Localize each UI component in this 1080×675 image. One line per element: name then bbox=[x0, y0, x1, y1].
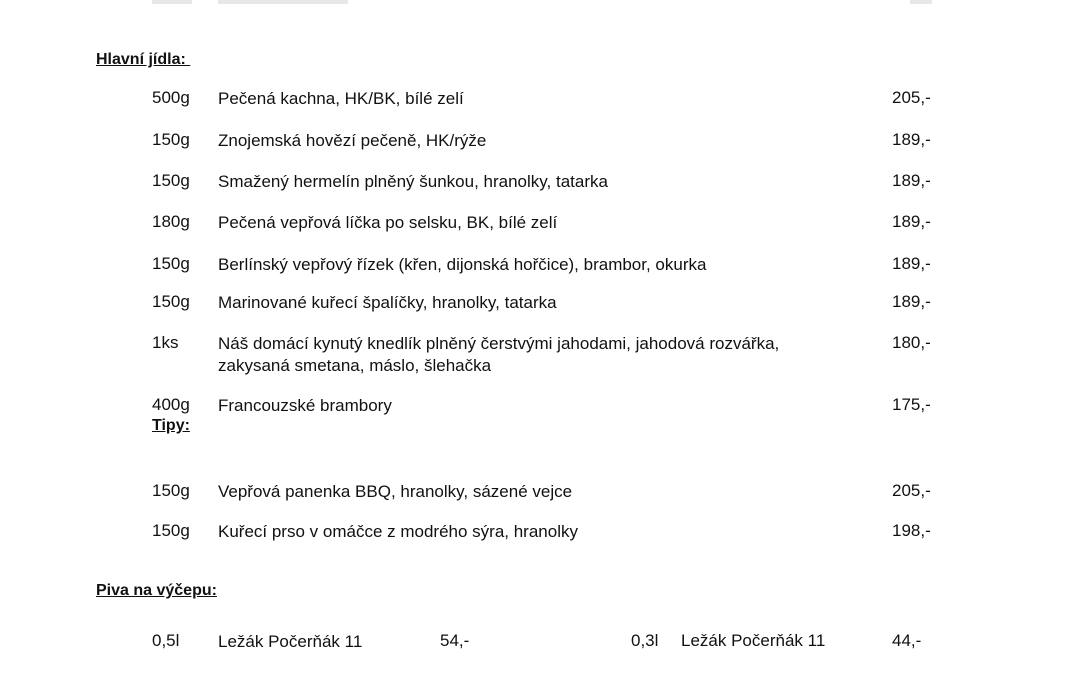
item-name: Znojemská hovězí pečeně, HK/rýže bbox=[218, 131, 487, 150]
item-price: 205,- bbox=[892, 481, 931, 500]
item-price: 189,- bbox=[892, 254, 931, 273]
item-name: Pečená kachna, HK/BK, bílé zelí bbox=[218, 89, 464, 108]
beer-name: Ležák Počerňák 11 bbox=[218, 632, 363, 651]
item-qty: 150g bbox=[152, 481, 190, 500]
item-name: Pečená vepřová líčka po selsku, BK, bílé zelí bbox=[218, 213, 558, 232]
item-name: Vepřová panenka BBQ, hranolky, sázené vejce bbox=[218, 482, 573, 501]
item-price: 175,- bbox=[892, 395, 931, 414]
cut-off-previous-row bbox=[0, 0, 1080, 6]
section-heading-tips: Tipy: bbox=[152, 417, 190, 434]
item-price: 189,- bbox=[892, 212, 931, 231]
item-price: 198,- bbox=[892, 521, 931, 540]
item-qty: 180g bbox=[152, 212, 190, 231]
item-qty: 150g bbox=[152, 254, 190, 273]
item-qty: 500g bbox=[152, 88, 190, 107]
item-qty: 400g bbox=[152, 395, 190, 414]
item-qty: 150g bbox=[152, 130, 190, 149]
item-name: Francouzské brambory bbox=[218, 396, 392, 415]
item-price: 189,- bbox=[892, 171, 931, 190]
section-heading-beer: Piva na výčepu: bbox=[96, 582, 217, 599]
item-name: Kuřecí prso v omáčce z modrého sýra, hranolky bbox=[218, 522, 578, 541]
beer-qty: 0,5l bbox=[152, 631, 180, 650]
item-qty: 1ks bbox=[152, 333, 179, 352]
item-name: Marinované kuřecí špalíčky, hranolky, tatarka bbox=[218, 293, 557, 312]
beer-price: 54,- bbox=[440, 631, 470, 650]
beer-qty-small: 0,3l bbox=[631, 631, 659, 650]
item-price: 189,- bbox=[892, 292, 931, 311]
beer-name-small: Ležák Počerňák 11 bbox=[681, 631, 826, 650]
item-price: 189,- bbox=[892, 130, 931, 149]
item-name: Berlínský vepřový řízek (křen, dijonská hořčice), brambor, okurka bbox=[218, 255, 707, 274]
item-name: Smažený hermelín plněný šunkou, hranolky, tatarka bbox=[218, 172, 608, 191]
item-price: 205,- bbox=[892, 88, 931, 107]
item-name: Náš domácí kynutý knedlík plněný čerstvými jahodami, jahodová rozvářka, zakysaná smetana, máslo, šlehačka bbox=[218, 334, 780, 375]
section-heading-main: Hlavní jídla: bbox=[96, 51, 191, 68]
item-qty: 150g bbox=[152, 171, 190, 190]
item-qty: 150g bbox=[152, 521, 190, 540]
beer-price-small: 44,- bbox=[892, 631, 922, 650]
item-qty: 150g bbox=[152, 292, 190, 311]
item-price: 180,- bbox=[892, 333, 931, 352]
